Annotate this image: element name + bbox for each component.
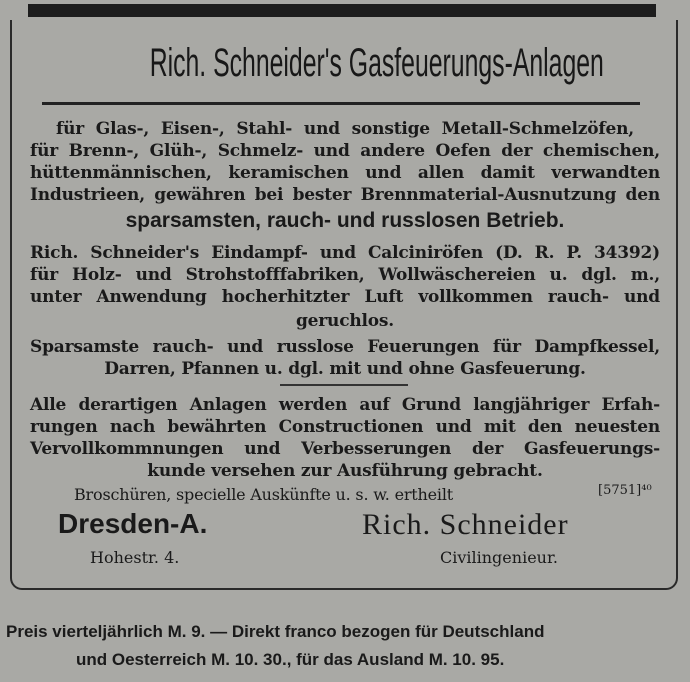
city: Dresden-A.: [58, 508, 208, 539]
section-divider: [280, 384, 408, 386]
body-line: Sparsamste rauch- und russlose Feuerungen für Dampfkessel,: [30, 337, 660, 357]
brochure-line: Broschüren, specielle Auskünfte u. s. w. ertheilt: [74, 485, 453, 504]
reference-number: [5751]⁴⁰: [598, 483, 652, 498]
body-line: für Glas-, Eisen-, Stahl- und sonstige Metall-Schmelzöfen,: [56, 119, 634, 139]
body-line: für Brenn-, Glüh-, Schmelz- und andere Oefen der chemischen,: [30, 141, 660, 161]
address: Hohestr. 4.: [90, 548, 180, 567]
body-line: hüttenmännischen, keramischen und allen damit verwandten: [30, 163, 660, 183]
body-line: Rich. Schneider's Eindampf- und Calciniröfen (D. R. P. 34392): [30, 243, 660, 263]
price-line: Preis vierteljährlich M. 9. — Direkt franco bezogen für Deutschland: [6, 622, 545, 641]
top-rule: [28, 4, 656, 17]
body-line: Industrieen, gewähren bei bester Brennmaterial-Ausnutzung den: [30, 185, 660, 205]
body-line: Vervollkommnungen und Verbesserungen der Gasfeuerungs-: [30, 439, 660, 459]
body-line: Darren, Pfannen u. dgl. mit und ohne Gasfeuerung.: [104, 359, 586, 379]
highlight-line: sparsamsten, rauch- und russlosen Betrieb.: [125, 209, 565, 232]
body-line: geruchlos.: [295, 311, 395, 331]
company-name: Rich. Schneider: [362, 508, 569, 541]
ad-title: Rich. Schneider's Gasfeuerungs-Anlagen: [149, 41, 604, 85]
body-line: kunde versehen zur Ausführung gebracht.: [147, 461, 543, 481]
body-line: rungen nach bewährten Constructionen und mit den neuesten: [30, 417, 660, 437]
title-underline: [42, 102, 640, 105]
profession: Civilingenieur.: [440, 548, 558, 567]
body-line: Alle derartigen Anlagen werden auf Grund langjähriger Erfah-: [30, 395, 660, 415]
body-line: für Holz- und Strohstofffabriken, Wollwäschereien u. dgl. m.,: [30, 265, 660, 285]
body-line: unter Anwendung hocherhitzter Luft vollkommen rauch- und: [30, 287, 660, 307]
price-line: und Oesterreich M. 10. 30., für das Ausland M. 10. 95.: [76, 650, 505, 669]
